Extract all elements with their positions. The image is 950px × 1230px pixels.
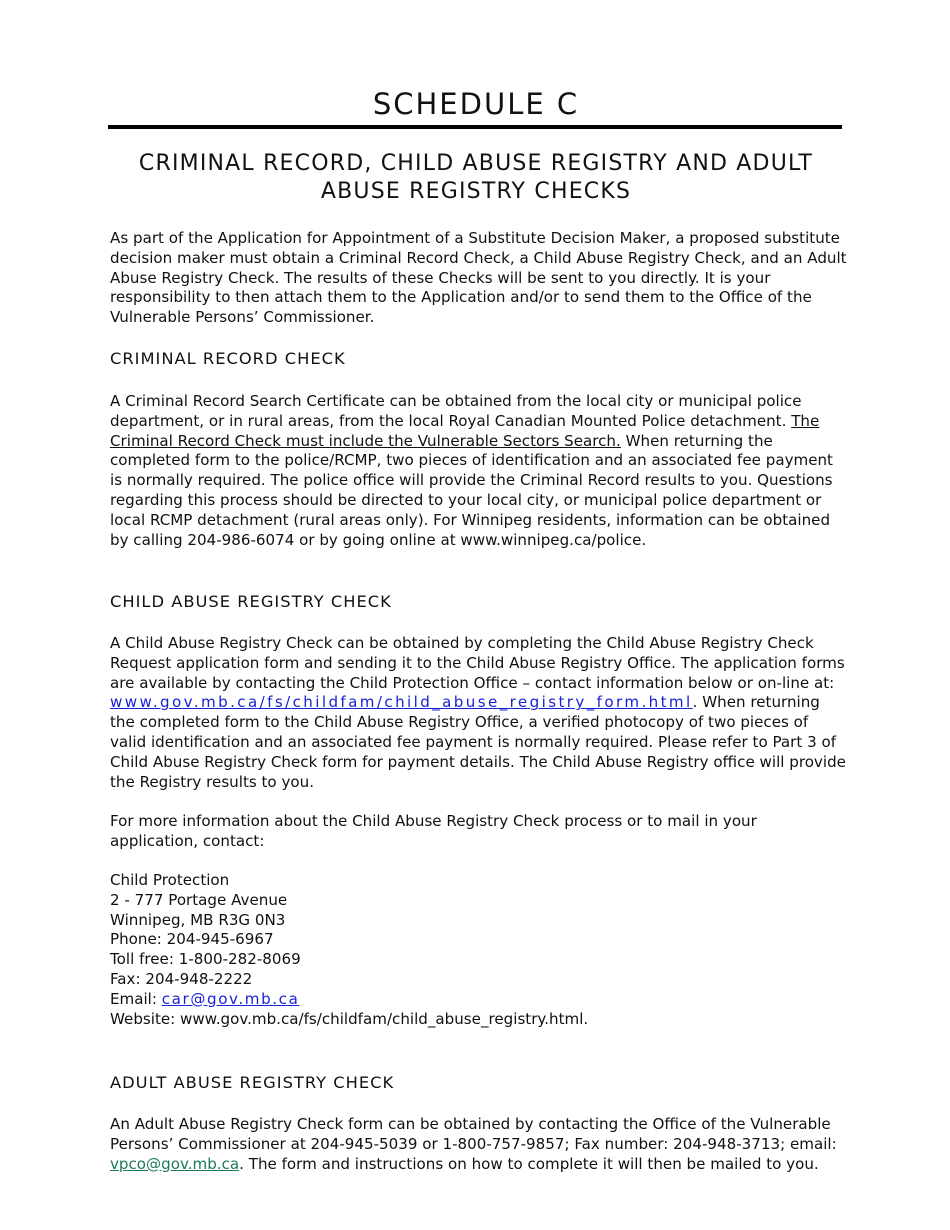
contact-city: Winnipeg, MB R3G 0N3 xyxy=(110,910,286,929)
child-more-info-paragraph: For more information about the Child Abuse Registry Check process or to mail in your application, contact: xyxy=(110,812,757,850)
contact-email-link[interactable]: car@gov.mb.ca xyxy=(161,989,300,1008)
child-abuse-paragraph xyxy=(110,634,848,792)
child-protection-contact-block xyxy=(110,871,848,1029)
child-text-b: . When returning the completed form to the Child Abuse Registry Office, a verified photocopy of two pieces of valid identification and an associated fee payment is normally required. Please refer to Part 3 of Child Abuse Registry Check form for payment details. The Child Abuse Registry office will provide the Registry results to you. xyxy=(110,693,846,791)
adult-abuse-paragraph xyxy=(110,1115,848,1174)
child-abuse-heading: CHILD ABUSE REGISTRY CHECK xyxy=(110,592,392,611)
contact-email-line xyxy=(110,990,848,1010)
document-subtitle: CRIMINAL RECORD, CHILD ABUSE REGISTRY AND ADULT ABUSE REGISTRY CHECKS xyxy=(138,151,814,204)
contact-fax: Fax: 204-948-2222 xyxy=(110,969,253,988)
document-title: SCHEDULE C xyxy=(372,87,580,121)
criminal-requirement-underlined: The Criminal Record Check must include the Vulnerable Sectors Search. xyxy=(110,411,820,450)
child-form-link[interactable]: www.gov.mb.ca/fs/childfam/child_abuse_registry_form.html xyxy=(110,693,693,712)
contact-org: Child Protection xyxy=(110,871,230,889)
contact-tollfree: Toll free: 1-800-282-8069 xyxy=(110,950,301,969)
criminal-record-paragraph xyxy=(110,392,848,550)
contact-phone: Phone: 204-945-6967 xyxy=(110,930,274,949)
intro-paragraph: As part of the Application for Appointment of a Substitute Decision Maker, a proposed substitute decision maker must obtain a Criminal Record Check, a Child Abuse Registry Check, and an Adult Abuse Registry Check. The results of these Checks will be sent to you directly. It is your responsibility to then attach them to the Application and/or to send them to the Office of the Vulnerable Persons’ Commissioner. xyxy=(110,229,847,327)
adult-email-link[interactable]: vpco@gov.mb.ca xyxy=(110,1154,240,1173)
adult-abuse-heading: ADULT ABUSE REGISTRY CHECK xyxy=(110,1073,395,1092)
title-divider xyxy=(108,125,842,129)
adult-text-b: . The form and instructions on how to complete it will then be mailed to you. xyxy=(239,1154,819,1173)
criminal-text-a: A Criminal Record Search Certificate can be obtained from the local city or municipal police department, or in rural areas, from the local Royal Canadian Mounted Police detachment. xyxy=(110,392,802,430)
adult-text-a: An Adult Abuse Registry Check form can be obtained by contacting the Office of the Vulnerable Persons’ Commissioner at 204-945-5039 or 1-800-757-9857; Fax number: 204-948-3713; email: xyxy=(110,1115,837,1153)
criminal-record-heading: CRIMINAL RECORD CHECK xyxy=(110,349,346,368)
criminal-text-b: When returning the completed form to the police/RCMP, two pieces of identification and an associated fee payment is normally required. The police office will provide the Criminal Record results to you. Questions regarding this process should be directed to your local city, or municipal police department or local RCMP detachment (rural areas only). For Winnipeg residents, information can be obtained by calling 204-986-6074 or by going online at www.winnipeg.ca/police. xyxy=(110,431,833,549)
contact-street: 2 - 777 Portage Avenue xyxy=(110,890,288,909)
contact-website: Website: www.gov.mb.ca/fs/childfam/child_abuse_registry.html. xyxy=(110,1009,589,1028)
child-text-a: A Child Abuse Registry Check can be obtained by completing the Child Abuse Registry Check Request application form and sending it to the Child Abuse Registry Office. The application forms are available by contacting the Child Protection Office – contact information below or on-line at: xyxy=(110,634,845,692)
contact-email-label: Email: xyxy=(110,989,162,1008)
